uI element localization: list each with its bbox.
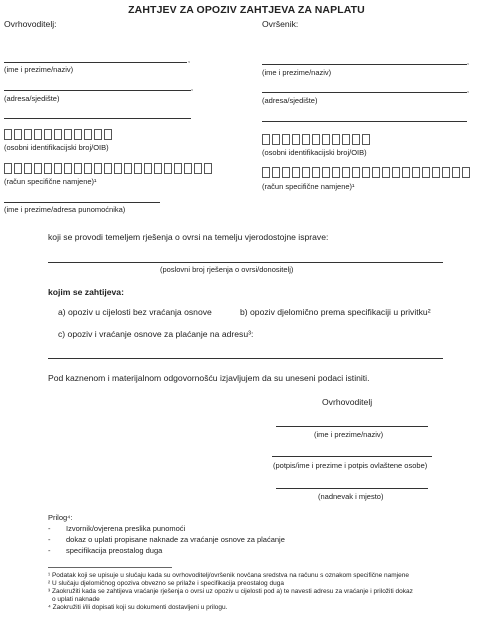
return-address-field[interactable] bbox=[48, 358, 443, 359]
debtor-address-label: (adresa/sjedište) bbox=[262, 96, 318, 105]
debtor-extra-field[interactable] bbox=[262, 121, 467, 122]
footnote-3: ³ Zaokružiti kada se zahtijeva vraćanje rješenja o ovrsi uz opoziv u cijelosti pod a) te navesti adresu za vraćanje i priložiti dokaz bbox=[48, 588, 413, 595]
signature-name-field[interactable] bbox=[276, 426, 428, 427]
creditor-address-field[interactable] bbox=[4, 90, 191, 91]
bullet: - bbox=[48, 524, 51, 533]
debtor-oib-boxes[interactable] bbox=[262, 134, 372, 145]
debtor-account-boxes[interactable] bbox=[262, 167, 472, 178]
footnote-1: ¹ Podatak koji se upisuje u slučaju kada su ovrhovoditelj/ovršenik novčana sredstva na računu s oznakom specifične namjene bbox=[48, 572, 409, 579]
debtor-oib-label: (osobni identifikacijski broj/OIB) bbox=[262, 148, 367, 157]
date-place-field[interactable] bbox=[276, 488, 428, 489]
creditor-heading: Ovrhovoditelj: bbox=[4, 19, 57, 29]
creditor-name-field[interactable] bbox=[4, 62, 187, 63]
comma: , bbox=[191, 83, 193, 92]
footnote-3-cont: o uplati naknade bbox=[52, 596, 100, 603]
attachment-item[interactable]: dokaz o uplati propisane naknade za vraćanje osnove za plaćanje bbox=[66, 535, 285, 544]
date-place-label: (nadnevak i mjesto) bbox=[318, 492, 384, 501]
creditor-account-label: (račun specifične namjene)¹ bbox=[4, 177, 97, 186]
debtor-name-field[interactable] bbox=[262, 64, 467, 65]
creditor-oib-label: (osobni identifikacijski broj/OIB) bbox=[4, 143, 109, 152]
debtor-address-field[interactable] bbox=[262, 92, 467, 93]
basis-text: koji se provodi temeljem rješenja o ovrsi na temelju vjerodostojne isprave: bbox=[48, 232, 329, 242]
bullet: - bbox=[48, 546, 51, 555]
footnote-separator bbox=[48, 567, 172, 568]
debtor-heading: Ovršenik: bbox=[262, 19, 299, 29]
signature-sign-field[interactable] bbox=[272, 456, 432, 457]
creditor-extra-field[interactable] bbox=[4, 118, 191, 119]
option-c[interactable]: c) opoziv i vraćanje osnove za plaćanje na adresu³: bbox=[58, 329, 254, 339]
attorney-field[interactable] bbox=[4, 202, 160, 203]
creditor-name-label: (ime i prezime/naziv) bbox=[4, 65, 74, 74]
debtor-name-label: (ime i prezime/naziv) bbox=[262, 68, 332, 77]
creditor-address-label: (adresa/sjedište) bbox=[4, 94, 60, 103]
case-number-field[interactable] bbox=[48, 262, 443, 263]
debtor-account-label: (račun specifične namjene)¹ bbox=[262, 182, 355, 191]
page-title: ZAHTJEV ZA OPOZIV ZAHTJEVA ZA NAPLATU bbox=[128, 4, 365, 16]
attachment-item[interactable]: specifikacija preostalog duga bbox=[66, 546, 163, 555]
comma: , bbox=[467, 85, 469, 94]
bullet: - bbox=[48, 535, 51, 544]
creditor-account-boxes[interactable] bbox=[4, 163, 214, 174]
case-number-label: (poslovni broj rješenja o ovrsi/donositelj) bbox=[160, 265, 294, 274]
footnote-2: ² U slučaju djelomičnog opoziva obvezno se prilaže i specifikacija preostalog duga bbox=[48, 580, 284, 587]
signature-sign-label: (potpis/ime i prezime i potpis ovlaštene osobe) bbox=[273, 461, 428, 470]
attachments-heading: Prilog⁴: bbox=[48, 513, 73, 522]
footnote-4: ⁴ Zaokružiti i/ili dopisati koji su dokumenti dostavljeni u prilogu. bbox=[48, 604, 228, 611]
request-heading: kojim se zahtijeva: bbox=[48, 287, 124, 297]
creditor-oib-boxes[interactable] bbox=[4, 129, 114, 140]
comma: , bbox=[467, 57, 469, 66]
signature-name-label: (ime i prezime/naziv) bbox=[314, 430, 384, 439]
attachment-item[interactable]: Izvornik/ovjerena preslika punomoći bbox=[66, 524, 186, 533]
option-a[interactable]: a) opoziv u cijelosti bez vraćanja osnove bbox=[58, 307, 212, 317]
signature-heading: Ovrhovoditelj bbox=[322, 397, 373, 407]
attorney-label: (ime i prezime/adresa punomoćnika) bbox=[4, 205, 126, 214]
comma: , bbox=[188, 55, 190, 64]
declaration-text: Pod kaznenom i materijalnom odgovornošću izjavljujem da su uneseni podaci istiniti. bbox=[48, 373, 370, 383]
option-b[interactable]: b) opoziv djelomično prema specifikaciji u privitku² bbox=[240, 307, 431, 317]
